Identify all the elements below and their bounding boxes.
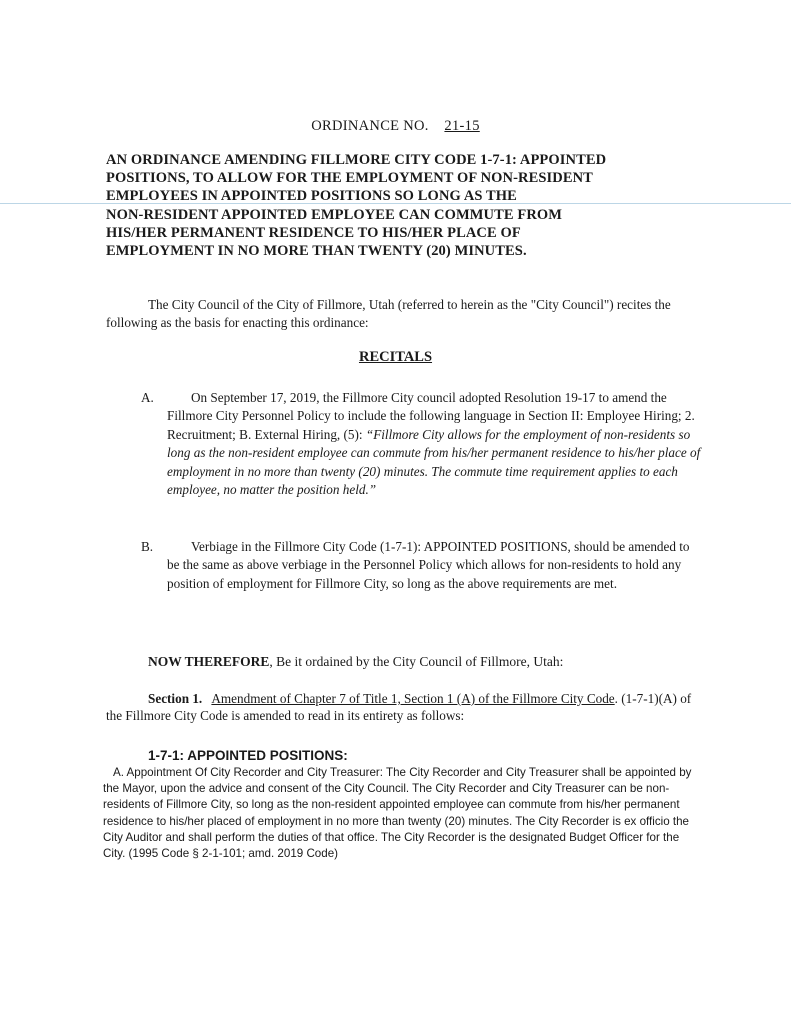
section-text: . (1-7-1)(A) of the Fillmore City Code is amended to read in its entirety as follows: — [106, 691, 692, 723]
code-heading: 1-7-1: APPOINTED POSITIONS: — [148, 748, 348, 763]
intro-paragraph: The City Council of the City of Fillmore, Utah (referred to herein as the "City Council") recites the following as the basis for enacting this ordinance: — [106, 297, 671, 330]
recital-text: On September 17, 2019, the Fillmore City council adopted Resolution 19-17 to amend the Fillmore City Personnel Policy to include the following language in Section II: Employee Hiring; 2. Recruitment; B. External Hiring, (5): — [167, 390, 695, 442]
ordinance-label: ORDINANCE NO. — [311, 118, 429, 134]
section-heading: Amendment of Chapter 7 of Title 1, Section 1 (A) of the Fillmore City Code — [211, 691, 615, 706]
recital-b — [141, 538, 701, 593]
now-therefore-clause: NOW THEREFORE, Be it ordained by the City Council of Fillmore, Utah: — [148, 654, 564, 669]
recital-a — [141, 389, 701, 499]
title-line: POSITIONS, TO ALLOW FOR THE EMPLOYMENT OF NON-RESIDENT — [106, 170, 593, 187]
recital-letter: B. — [141, 539, 154, 554]
recital-text: Verbiage in the Fillmore City Code (1-7-1): APPOINTED POSITIONS, should be amended to be the same as above verbiage in the Personnel Policy which allows for non-residents to hold any position of employment for Fillmore City, so long as the above requirements are met. — [167, 539, 690, 591]
recital-quote: “Fillmore City allows for the employment of non-residents so long as the non-resident employee can commute from his/her permanent residence to his/her place of employment in no more than twenty (20) minutes. The commute time requirement applies to each employee, no matter the position held.” — [167, 426, 701, 498]
recital-letter: A. — [141, 390, 154, 405]
ordinance-number-heading — [0, 118, 791, 135]
title-line: EMPLOYMENT IN NO MORE THAN TWENTY (20) MINUTES. — [106, 243, 527, 260]
title-line: EMPLOYEES IN APPOINTED POSITIONS SO LONG AS THE — [106, 188, 517, 205]
recitals-heading: RECITALS — [358, 349, 433, 365]
ordinance-title — [106, 151, 706, 260]
title-line: AN ORDINANCE AMENDING FILLMORE CITY CODE 1-7-1: APPOINTED — [106, 152, 607, 168]
title-line: HIS/HER PERMANENT RESIDENCE TO HIS/HER PLACE OF — [106, 224, 521, 241]
title-line: NON-RESIDENT APPOINTED EMPLOYEE CAN COMMUTE FROM — [106, 206, 563, 223]
now-therefore-label: NOW THEREFORE — [148, 654, 270, 669]
ordinance-number: 21-15 — [444, 118, 480, 134]
section-label: Section 1. — [148, 691, 203, 706]
section-1 — [106, 690, 706, 724]
code-paragraph: A. Appointment Of City Recorder and City Treasurer: The City Recorder and City Treasurer shall be appointed by the Mayor, upon the advice and consent of the City Council. The City Recorder and City Treasurer can be non-residents of Fillmore City, so long as the non-resident appointed employee can commute from his/her permanent residence to his/her placed of employment in no more than twenty (20) minutes. The City Recorder is ex officio the City Auditor and shall perform the duties of that office. The City Recorder is the designated Budget Officer for the City. (1995 Code § 2-1-101; amd. 2019 Code) — [103, 766, 692, 861]
